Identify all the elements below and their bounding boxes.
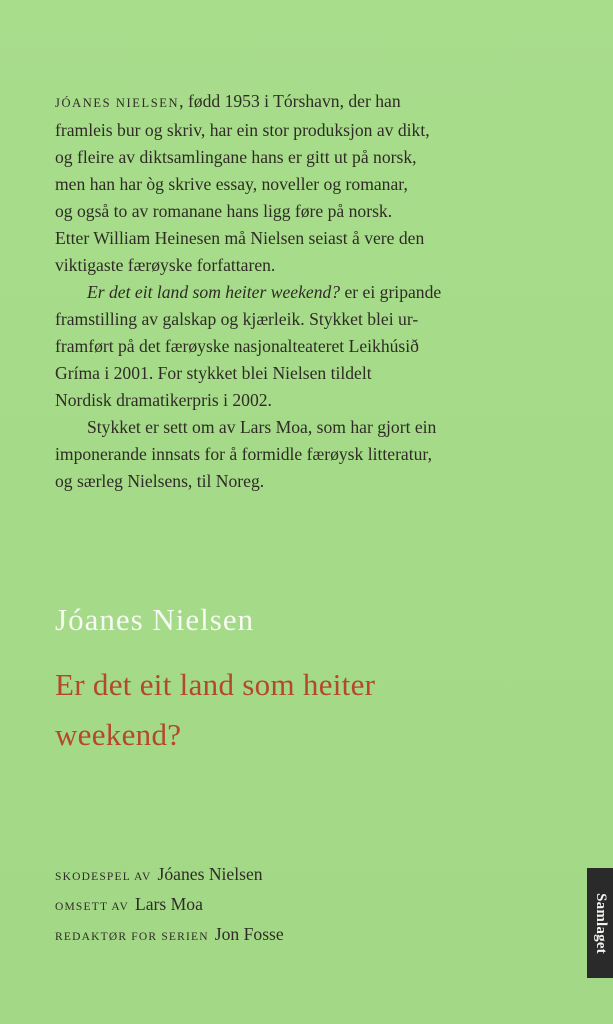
publisher-name: Samlaget bbox=[592, 892, 609, 954]
blurb-line: Etter William Heinesen må Nielsen seiast å vere den bbox=[55, 228, 425, 248]
blurb-line: framstilling av galskap og kjærleik. Stykket blei ur- bbox=[55, 309, 419, 329]
credit-line bbox=[55, 861, 284, 891]
blurb-line: framført på det færøyske nasjonalteateret Leikhúsið bbox=[55, 336, 419, 356]
blurb-text-span: , fødd 1953 i Tórshavn, der han bbox=[179, 91, 401, 111]
blurb-line: viktigaste færøyske forfattaren. bbox=[55, 255, 276, 275]
credit-value: Jóanes Nielsen bbox=[157, 864, 263, 884]
blurb-line: Gríma i 2001. For stykket blei Nielsen tildelt bbox=[55, 363, 372, 383]
blurb-text bbox=[55, 88, 575, 495]
blurb-line: og også to av romanane hans ligg føre på norsk. bbox=[55, 201, 393, 221]
credit-label: SKODESPEL AV bbox=[55, 871, 152, 883]
credit-label: REDAKTØR FOR SERIEN bbox=[55, 931, 209, 943]
blurb-line bbox=[55, 279, 575, 306]
blurb-line: og særleg Nielsens, til Noreg. bbox=[55, 471, 265, 491]
blurb-line: framleis bur og skriv, har ein stor produksjon av dikt, bbox=[55, 120, 430, 140]
book-title bbox=[55, 660, 375, 760]
blurb-title-italic: Er det eit land som heiter weekend? bbox=[87, 282, 341, 302]
blurb-text-span: er ei gripande bbox=[340, 282, 442, 302]
credit-line bbox=[55, 921, 284, 951]
credit-line bbox=[55, 891, 284, 921]
credit-value: Lars Moa bbox=[134, 894, 203, 914]
author-name: Jóanes Nielsen bbox=[55, 602, 255, 637]
blurb-line bbox=[55, 88, 575, 117]
blurb-line: Stykket er sett om av Lars Moa, som har gjort ein bbox=[87, 417, 437, 437]
blurb-author-smallcaps: JÓANES NIELSEN bbox=[55, 96, 180, 110]
credits bbox=[55, 861, 284, 951]
book-title-line: Er det eit land som heiter bbox=[55, 667, 376, 702]
credit-value: Jon Fosse bbox=[214, 924, 284, 944]
credit-label: OMSETT AV bbox=[55, 901, 129, 913]
blurb-line: men han har òg skrive essay, noveller og romanar, bbox=[55, 174, 408, 194]
book-title-line: weekend? bbox=[55, 717, 182, 752]
blurb-line: imponerande innsats for å formidle færøysk litteratur, bbox=[55, 444, 432, 464]
publisher-logo bbox=[587, 868, 613, 978]
blurb-line: Nordisk dramatikerpris i 2002. bbox=[55, 390, 272, 410]
blurb-line: og fleire av diktsamlingane hans er gitt ut på norsk, bbox=[55, 147, 417, 167]
